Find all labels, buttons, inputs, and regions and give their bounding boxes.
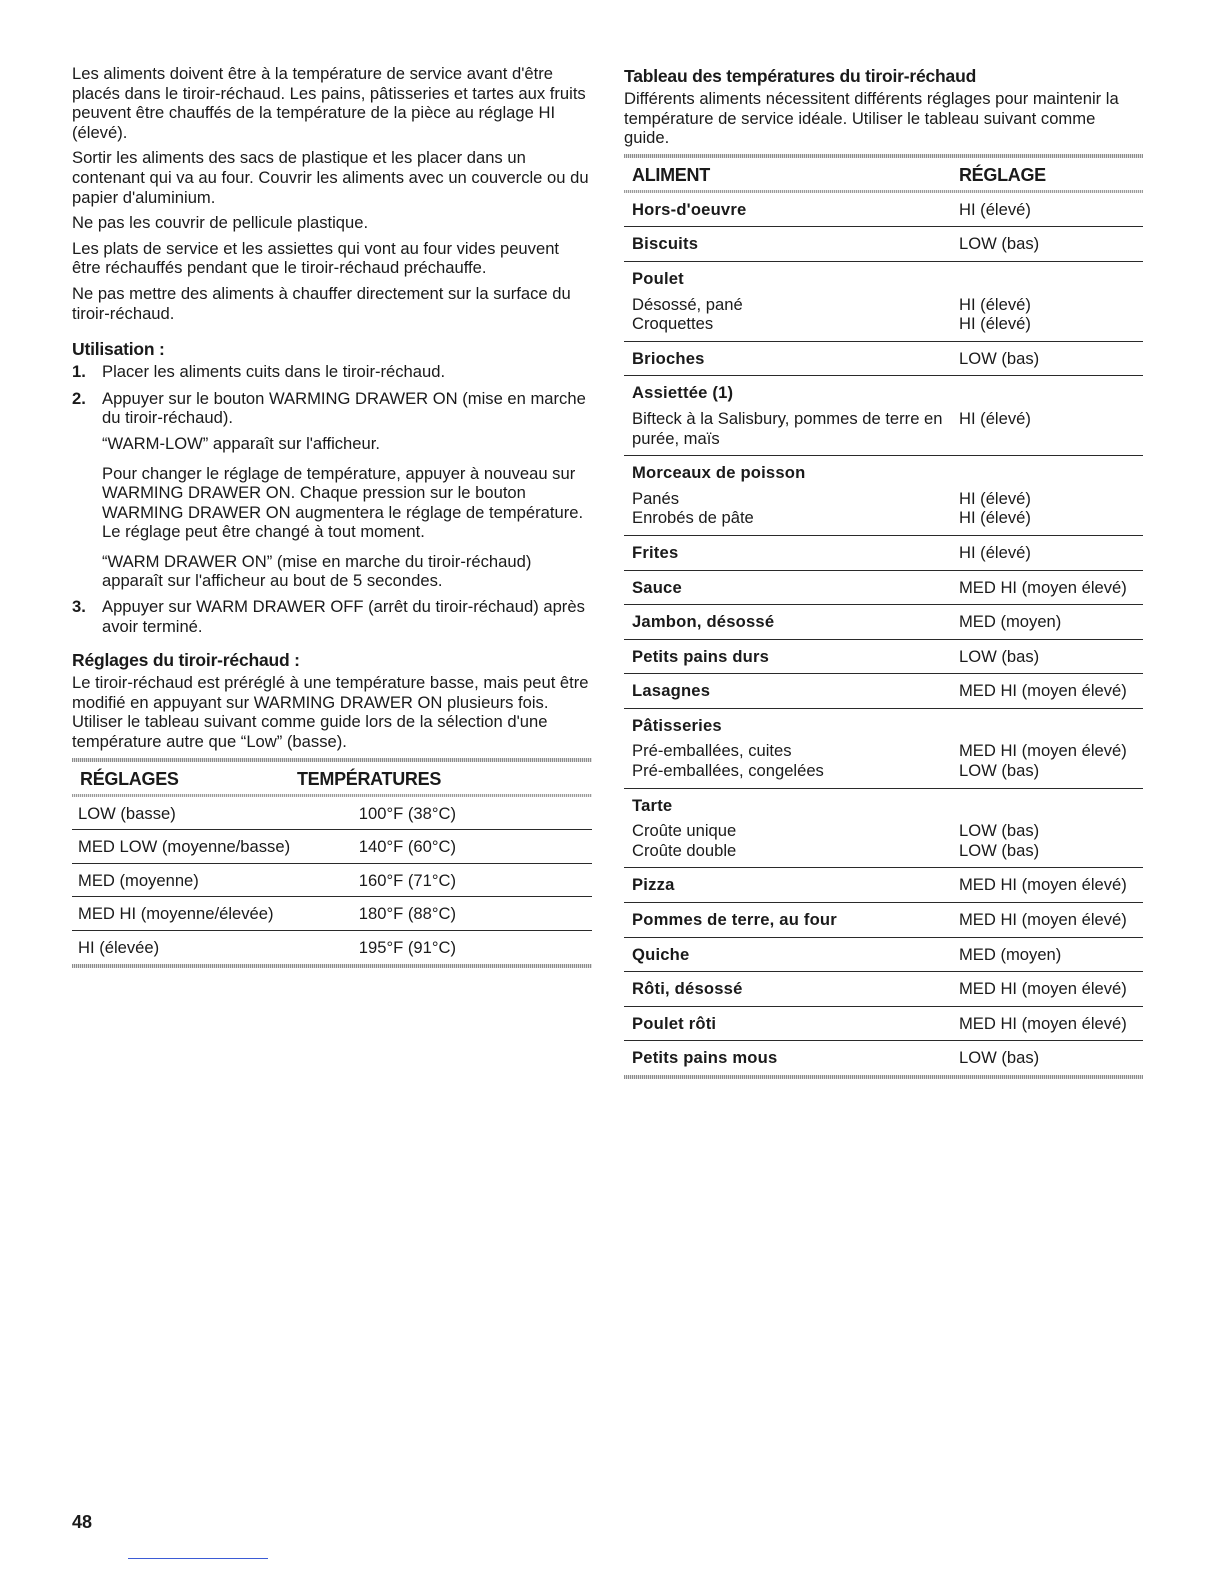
setting-cell: MED (moyenne) <box>72 863 353 897</box>
food-cell <box>624 972 951 1007</box>
food-variant: Croûte double <box>632 840 737 860</box>
column-header: TEMPÉRATURES <box>296 768 442 789</box>
food-variant: Croquettes <box>632 314 714 334</box>
step-number: 2. <box>72 388 86 408</box>
food-name: Tarte <box>632 795 673 815</box>
food-name: Pizza <box>632 875 675 895</box>
food-name: Petits pains mous <box>632 1048 778 1068</box>
food-cell <box>624 456 951 536</box>
setting-cell <box>951 341 1143 376</box>
setting-cell <box>951 535 1143 570</box>
food-table-heading: Tableau des températures du tiroir-réchaud <box>624 66 977 86</box>
step-note: “WARM DRAWER ON” (mise en marche du tiroir-réchaud) apparaît sur l'afficheur au bout de 5 secondes. <box>102 551 532 591</box>
table-row <box>624 972 1143 1007</box>
column-header: RÉGLAGE <box>958 164 1046 185</box>
setting-cell <box>951 674 1143 709</box>
setting-value: LOW (bas) <box>958 646 1040 666</box>
table-row <box>624 341 1143 376</box>
food-cell <box>624 376 951 456</box>
intro-paragraph: Les aliments doivent être à la température de service avant d'être placés dans le tiroir-réchaud. Les pains, pâtisseries et tartes aux fruits peuvent être chauffés de la température de la pièce au réglage HI (élevé). <box>72 64 586 142</box>
setting-value: LOW (bas) <box>958 1048 1040 1068</box>
intro-paragraph: Sortir les aliments des sacs de plastique et les placer dans un contenant qui va au four. Couvrir les aliments avec un couvercle ou du papier d'aluminium. <box>72 148 589 207</box>
setting-cell <box>951 1006 1143 1041</box>
table-row <box>624 261 1143 341</box>
food-cell <box>624 535 951 570</box>
setting-cell <box>951 227 1143 262</box>
step-note: “WARM-LOW” apparaît sur l'afficheur. <box>102 433 380 453</box>
food-cell <box>624 193 951 227</box>
setting-cell <box>951 868 1143 903</box>
setting-cell <box>951 261 1143 341</box>
setting-value: MED HI (moyen élevé) <box>958 875 1127 895</box>
food-name: Lasagnes <box>632 681 711 701</box>
food-cell <box>624 868 951 903</box>
setting-cell: HI (élevée) <box>78 938 160 957</box>
settings-text: Le tiroir-réchaud est préréglé à une température basse, mais peut être modifié en appuyant sur WARMING DRAWER ON plusieurs fois. Utiliser le tableau suivant comme guide lors de la sélection d'une température autre que “Low” (basse). <box>72 673 589 752</box>
table-row <box>624 193 1143 227</box>
variant-setting: HI (élevé) <box>958 294 1031 314</box>
intro-paragraph: Les plats de service et les assiettes qui vont au four vides peuvent être réchauffés pendant que le tiroir-réchaud préchauffe. <box>72 238 560 278</box>
food-name: Jambon, désossé <box>632 612 775 632</box>
setting-cell <box>951 1041 1143 1075</box>
table-row <box>624 708 1143 788</box>
footer-rule <box>128 1558 268 1559</box>
table-bottom-rule <box>72 964 592 968</box>
setting-value: MED (moyen) <box>958 612 1062 632</box>
food-cell <box>624 788 951 868</box>
table-row <box>624 535 1143 570</box>
food-variant: Pré-emballées, congelées <box>632 761 824 781</box>
step-text: Appuyer sur le bouton WARMING DRAWER ON (mise en marche du tiroir-réchaud). <box>102 388 586 428</box>
setting-cell <box>951 903 1143 938</box>
variant-setting: HI (élevé) <box>958 508 1031 528</box>
food-name: Pâtisseries <box>632 715 722 735</box>
variant-setting: LOW (bas) <box>958 821 1040 841</box>
settings-heading: Réglages du tiroir-réchaud : <box>72 650 300 671</box>
settings-table <box>72 762 592 794</box>
food-table-header <box>624 158 1143 190</box>
column-header: ALIMENT <box>632 164 710 185</box>
food-name: Sauce <box>632 577 682 597</box>
usage-heading: Utilisation : <box>72 339 165 360</box>
food-name: Pommes de terre, au four <box>632 910 837 930</box>
usage-steps <box>72 362 592 636</box>
table-row <box>624 456 1143 536</box>
food-cell <box>624 227 951 262</box>
setting-value: MED HI (moyen élevé) <box>958 577 1127 597</box>
setting-cell: LOW (basse) <box>72 797 353 830</box>
food-cell <box>624 903 951 938</box>
setting-cell <box>951 937 1143 972</box>
food-name: Poulet rôti <box>632 1013 717 1033</box>
variant-setting: HI (élevé) <box>958 488 1031 508</box>
step-text: Placer les aliments cuits dans le tiroir-réchaud. <box>102 362 446 382</box>
setting-cell <box>951 456 1143 536</box>
setting-value: MED HI (moyen élevé) <box>958 681 1127 701</box>
setting-cell <box>951 605 1143 640</box>
step-item <box>72 362 592 382</box>
setting-value: MED (moyen) <box>958 944 1062 964</box>
food-cell <box>624 639 951 674</box>
food-name: Morceaux de poisson <box>632 463 806 483</box>
setting-value: HI (élevé) <box>958 542 1031 562</box>
food-name: Frites <box>632 542 679 562</box>
food-cell <box>624 261 951 341</box>
intro-paragraph: Ne pas mettre des aliments à chauffer directement sur la surface du tiroir-réchaud. <box>72 283 571 323</box>
setting-cell <box>951 788 1143 868</box>
table-row <box>72 797 592 830</box>
setting-cell <box>951 376 1143 456</box>
table-row <box>624 639 1143 674</box>
food-variant: Pré-emballées, cuites <box>632 741 792 761</box>
step-number: 3. <box>72 597 86 617</box>
variant-setting: MED HI (moyen élevé) <box>958 741 1127 761</box>
table-row <box>72 863 592 897</box>
step-item <box>72 389 592 591</box>
table-row <box>624 570 1143 605</box>
table-row <box>624 376 1143 456</box>
table-bottom-rule <box>624 1075 1143 1079</box>
setting-value: MED HI (moyen élevé) <box>958 979 1127 999</box>
table-row <box>624 937 1143 972</box>
setting-value: LOW (bas) <box>958 348 1040 368</box>
setting-cell <box>951 193 1143 227</box>
table-row <box>624 1006 1143 1041</box>
food-cell <box>624 674 951 709</box>
food-variant: Panés <box>632 488 680 508</box>
food-variant: Bifteck à la Salisbury, pommes de terre en purée, maïs <box>632 408 943 448</box>
food-cell <box>624 1041 951 1075</box>
setting-cell: MED HI (moyenne/élevée) <box>72 897 353 931</box>
table-row <box>72 830 592 864</box>
food-variant: Enrobés de pâte <box>632 508 754 528</box>
food-cell <box>624 708 951 788</box>
table-header-row <box>72 762 592 794</box>
table-row <box>72 897 592 931</box>
setting-cell: MED LOW (moyenne/basse) <box>72 830 353 864</box>
setting-value: MED HI (moyen élevé) <box>958 910 1127 930</box>
table-row <box>624 605 1143 640</box>
temperature-cell: 140°F (60°C) <box>353 830 592 864</box>
left-column <box>72 64 592 968</box>
food-table <box>624 193 1143 1075</box>
temperature-cell: 195°F (91°C) <box>358 938 456 957</box>
table-row <box>624 674 1143 709</box>
food-name: Hors-d'oeuvre <box>632 199 747 219</box>
table-row <box>624 788 1143 868</box>
food-table-intro: Différents aliments nécessitent différents réglages pour maintenir la température de service idéale. Utiliser le tableau suivant comme guide. <box>624 89 1119 148</box>
setting-value: LOW (bas) <box>958 234 1040 254</box>
right-column <box>624 64 1143 1079</box>
setting-cell <box>951 708 1143 788</box>
food-cell <box>624 937 951 972</box>
table-row <box>624 227 1143 262</box>
step-note: Pour changer le réglage de température, appuyer à nouveau sur WARMING DRAWER ON. Chaque pression sur le bouton WARMING DRAWER ON augmentera le réglage de température. Le réglage peut être changé à tout moment. <box>102 463 584 542</box>
variant-setting: LOW (bas) <box>958 840 1040 860</box>
page-number: 48 <box>72 1512 93 1532</box>
setting-cell <box>951 570 1143 605</box>
temperature-cell: 160°F (71°C) <box>353 863 592 897</box>
intro-paragraph: Ne pas les couvrir de pellicule plastique. <box>72 213 369 233</box>
variant-setting: HI (élevé) <box>958 408 1031 428</box>
food-name: Petits pains durs <box>632 646 770 666</box>
variant-setting: HI (élevé) <box>958 314 1031 334</box>
table-row <box>624 1041 1143 1075</box>
column-header: RÉGLAGES <box>80 768 179 789</box>
food-name: Poulet <box>632 268 684 288</box>
food-name: Assiettée (1) <box>632 383 734 403</box>
food-variant: Croûte unique <box>632 821 737 841</box>
food-cell <box>624 605 951 640</box>
food-name: Biscuits <box>632 234 699 254</box>
setting-value: HI (élevé) <box>958 199 1031 219</box>
setting-value: MED HI (moyen élevé) <box>958 1013 1127 1033</box>
settings-table-body <box>72 797 592 964</box>
table-row <box>624 903 1143 938</box>
table-row <box>624 868 1143 903</box>
food-name: Brioches <box>632 348 705 368</box>
variant-setting: LOW (bas) <box>958 761 1040 781</box>
step-number: 1. <box>72 362 86 382</box>
food-name: Rôti, désossé <box>632 979 743 999</box>
setting-cell <box>951 639 1143 674</box>
temperature-cell: 180°F (88°C) <box>353 897 592 931</box>
table-header-row <box>624 158 1143 190</box>
temperature-cell: 100°F (38°C) <box>353 797 592 830</box>
food-name: Quiche <box>632 944 690 964</box>
setting-cell <box>951 972 1143 1007</box>
table-row <box>72 931 592 964</box>
food-variant: Désossé, pané <box>632 294 743 314</box>
step-text: Appuyer sur WARM DRAWER OFF (arrêt du tiroir-réchaud) après avoir terminé. <box>102 597 585 636</box>
food-cell <box>624 1006 951 1041</box>
food-cell <box>624 341 951 376</box>
food-cell <box>624 570 951 605</box>
step-item <box>72 597 592 636</box>
